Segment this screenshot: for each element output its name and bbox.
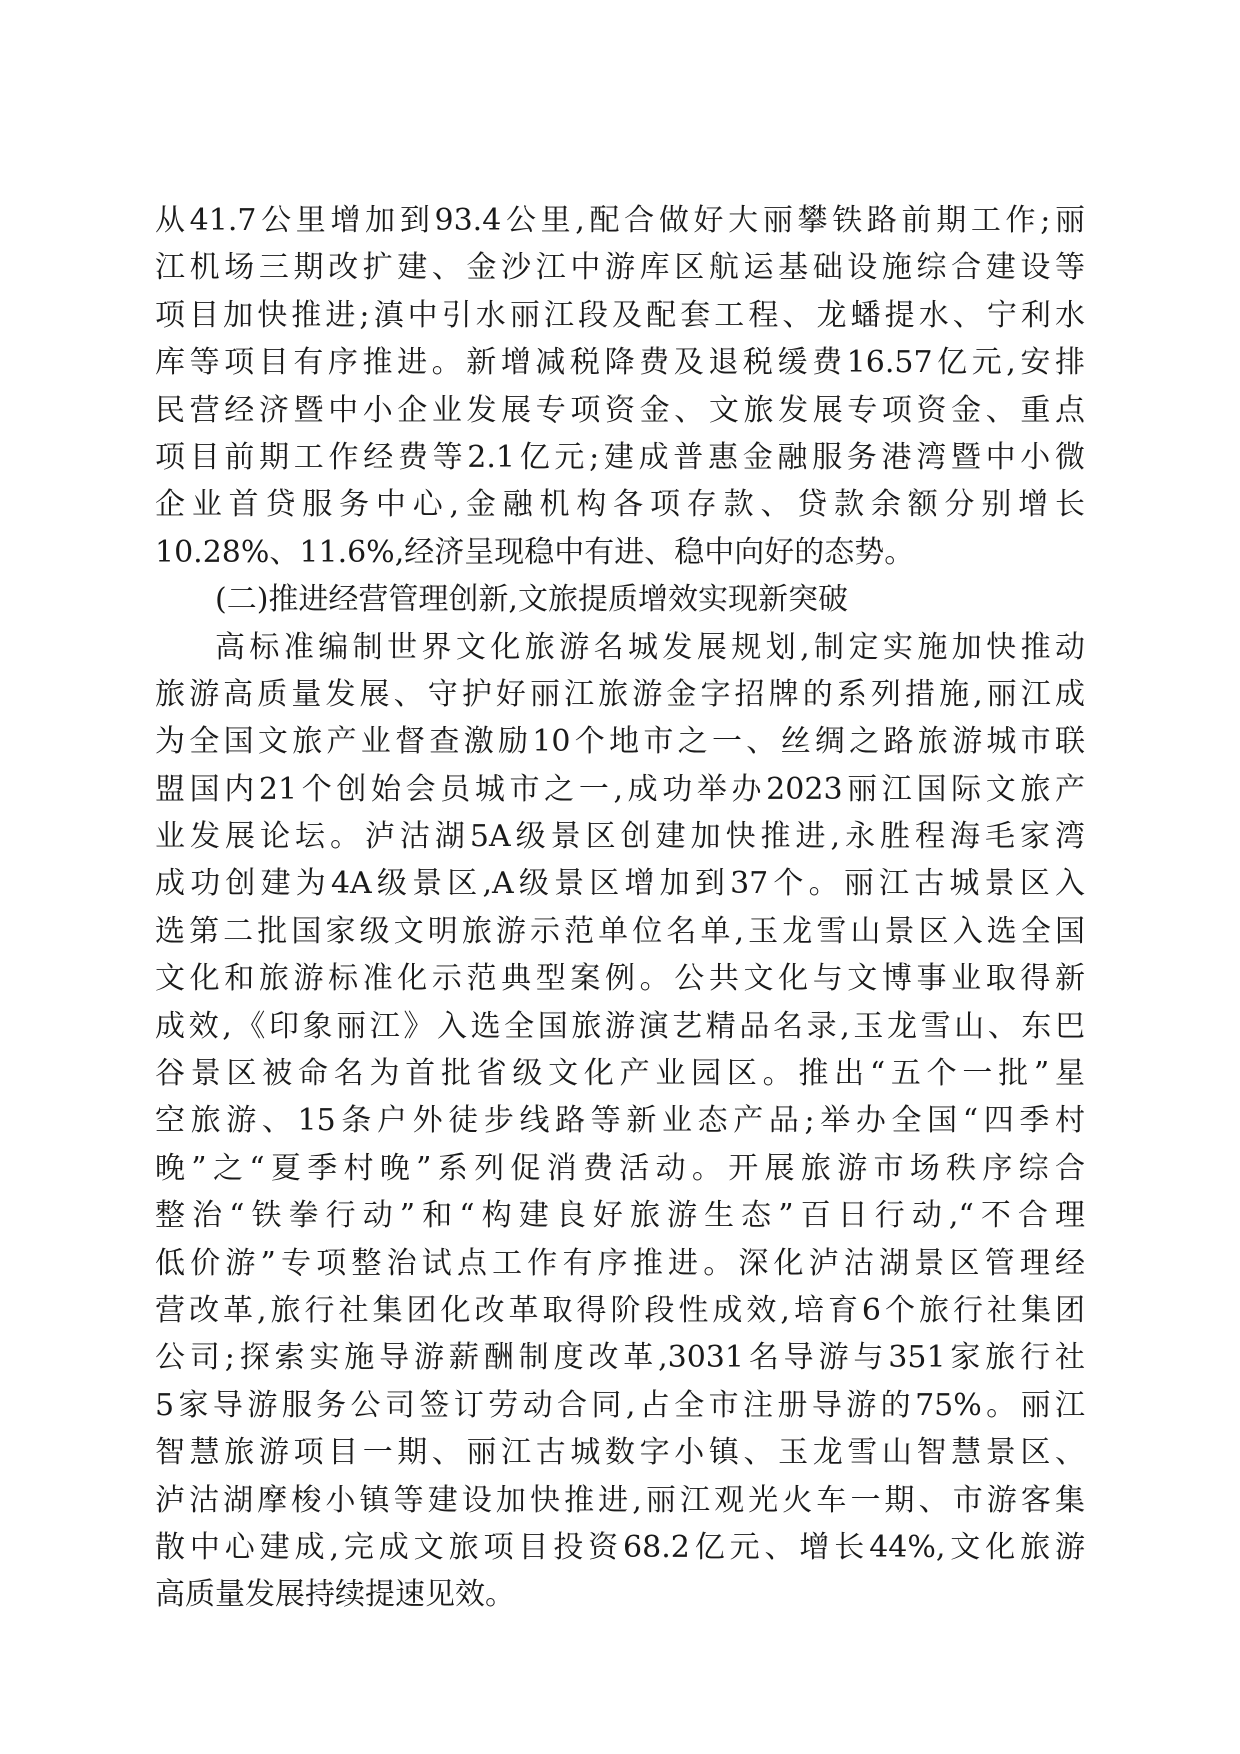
text-line: 成功创建为4A级景区,A级景区增加到37个。丽江古城景区入 (155, 866, 1085, 902)
text-line: 5家导游服务公司签订劳动合同,占全市注册导游的75%。丽江 (155, 1387, 1085, 1423)
text-line: 空旅游、15条户外徒步线路等新业态产品;举办全国“四季村 (155, 1103, 1085, 1139)
text-line: 从41.7公里增加到93.4公里,配合做好大丽攀铁路前期工作;丽 (155, 203, 1085, 238)
body-text (155, 197, 1085, 1619)
text-line: 低价游”专项整治试点工作有序推进。深化泸沽湖景区管理经 (155, 1245, 1085, 1281)
text-line: 库等项目有序推进。新增减税降费及退税缓费16.57亿元,安排 (155, 345, 1085, 381)
text-line: 业发展论坛。泸沽湖5A级景区创建加快推进,永胜程海毛家湾 (155, 819, 1085, 855)
text-line: 高标准编制世界文化旅游名城发展规划,制定实施加快推动 (215, 629, 1085, 665)
text-line: 谷景区被命名为首批省级文化产业园区。推出“五个一批”星 (155, 1056, 1085, 1092)
text-line: 整治“铁拳行动”和“构建良好旅游生态”百日行动,“不合理 (155, 1198, 1085, 1234)
text-line: 选第二批国家级文明旅游示范单位名单,玉龙雪山景区入选全国 (155, 913, 1085, 949)
text-line: 10.28%、11.6%,经济呈现稳中有进、稳中向好的态势。 (155, 534, 915, 570)
text-line: 项目前期工作经费等2.1亿元;建成普惠金融服务港湾暨中小微 (155, 439, 1085, 475)
text-line: 旅游高质量发展、守护好丽江旅游金字招牌的系列措施,丽江成 (155, 676, 1085, 712)
text-line: 营改革,旅行社集团化改革取得阶段性成效,培育6个旅行社集团 (155, 1292, 1085, 1328)
text-line: 为全国文旅产业督查激励10个地市之一、丝绸之路旅游城市联 (155, 724, 1085, 760)
text-line: 盟国内21个创始会员城市之一,成功举办2023丽江国际文旅产 (155, 771, 1085, 807)
section-heading: (二)推进经营管理创新,文旅提质增效实现新突破 (215, 582, 848, 618)
text-line: 晚”之“夏季村晚”系列促消费活动。开展旅游市场秩序综合 (155, 1150, 1085, 1186)
text-line: 企业首贷服务中心,金融机构各项存款、贷款余额分别增长 (155, 487, 1085, 523)
text-line: 泸沽湖摩梭小镇等建设加快推进,丽江观光火车一期、市游客集 (155, 1482, 1085, 1518)
text-line: 项目加快推进;滇中引水丽江段及配套工程、龙蟠提水、宁利水 (155, 297, 1085, 333)
text-line: 文化和旅游标准化示范典型案例。公共文化与文博事业取得新 (155, 961, 1085, 997)
text-line: 成效,《印象丽江》入选全国旅游演艺精品名录,玉龙雪山、东巴 (155, 1008, 1085, 1044)
text-line: 散中心建成,完成文旅项目投资68.2亿元、增长44%,文化旅游 (155, 1529, 1085, 1565)
text-line: 公司;探索实施导游薪酬制度改革,3031名导游与351家旅行社 (155, 1340, 1085, 1376)
text-line: 智慧旅游项目一期、丽江古城数字小镇、玉龙雪山智慧景区、 (155, 1435, 1085, 1471)
text-line: 高质量发展持续提速见效。 (155, 1577, 515, 1613)
text-line: 江机场三期改扩建、金沙江中游库区航运基础设施综合建设等 (155, 250, 1085, 286)
text-line: 民营经济暨中小企业发展专项资金、文旅发展专项资金、重点 (155, 392, 1085, 428)
